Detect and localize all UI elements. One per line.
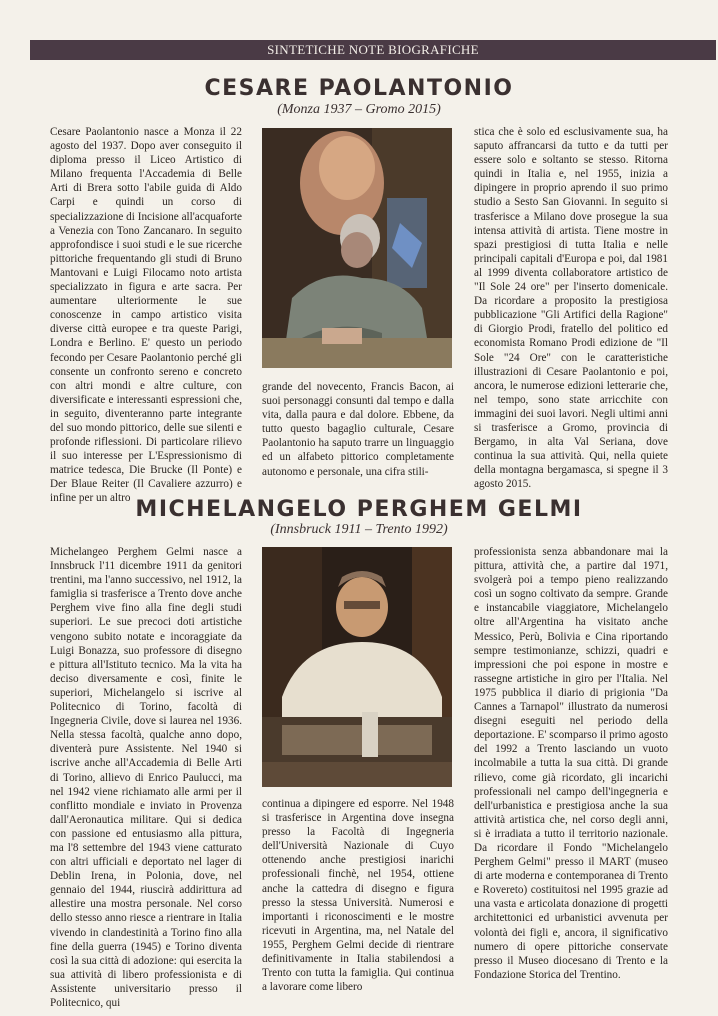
section-banner: SINTETICHE NOTE BIOGRAFICHE (30, 40, 716, 60)
bio-column-1: Cesare Paolantonio nasce a Monza il 22 agosto del 1937. Dopo aver conseguito il diploma presso il Liceo Artistico di Milano frequenta l'Accademia di Belle Arti di Brera sotto l'abile guida di Aldo Carpi e quindi un corso di specializzazione di Incisione all'acquaforte a Venezia con Tono Zancanaro. In seguito approfondisce i suoi studi e le sue ricerche pittoriche frequentando gli studi di Bruno Mantovani e Luigi Filocamo noto artista specializzato in figura e arte sacra. Per aumentare ulteriormente le sue conoscenze in campo artistico visita diverse città europee e tra queste Parigi, Londra e Berlino. E' questo un periodo fecondo per Cesare Paolantonio perché gli consente un confronto sereno e concreto con altri mondi e altre culture, con diversificate e interessanti espressioni che, in seguito, diventeranno parte integrante del suo mondo pittorico, delle sue silenti e profonde riflessioni. Di particolare rilievo il suo interesse per L'Espressionismo di matrice tedesca, Die Brucke (Il Ponte) e Der Blaue Reiter (Il Cavaliere azzurro) e infine per un altro (50, 126, 242, 505)
bio-column-5: continua a dipingere ed esporre. Nel 1948 si trasferisce in Argentina dove insegna presso la Facoltà di Ingegneria dell'Università Nazionale di Cuyo ottenendo anche prestigiosi inarichi professionali finchè, nel 1954, ottiene anche la cattedra di disegno e figura presso la stessa Università. Numerosi e importanti i riconoscimenti e le mostre ricevuti in Argentina, ma, nel Natale del 1955, Perghem Gelmi decide di rientrare definitivamente in Italia stabilendosi a Trento con tutta la famiglia. Qui continua a lavorare come libero (262, 798, 454, 994)
photo-perghem-gelmi (262, 547, 452, 787)
bio-column-6: professionista senza abbandonare mai la pittura, attività che, a partire dal 1971, svolgerà poi a tempo pieno realizzando così un sogno coltivato da sempre. Grande e instancabile viaggiatore, Michelangelo oltre all'Argentina ha visitato anche Messico, Perù, Bolivia e Cina riportando sempre testimonianze, schizzi, quadri e impressioni che poi espone in mostre e rassegne artistiche in giro per l'Italia. Nel 1975 pubblica il diario di prigionia "Da Cannes a Tarnapol" illustrato da numerosi disegni eseguiti nel periodo della deportazione. E' scomparso il primo agosto del 1992 a Trento lasciando un vuoto incolmabile a tutta la sua città. Di grande rilievo, come già ricordato, gli incarichi professionali nel campo dell'ingegneria e dell'urbanistica e prestigiosa anche la sua attività artistica che, nel corso degli anni, si è irradiata a tutto il territorio nazionale. Da ricordare il Fondo "Michelangelo Perghem Gelmi" presso il MART (museo di arte moderna e contemporanea di Trento e Rovereto) costituitosi nel 1995 grazie ad una vasta e articolata donazione di progetti architettonici ed urbanistici avvenuta per volontà dei figli e, ancora, il significativo numero di opere pittoriche conservate presso il Museo diocesano di Trento e la Fondazione Storica del Trentino. (474, 546, 668, 981)
photo-paolantonio (262, 128, 452, 368)
artist-dates-2: (Innsbruck 1911 – Trento 1992) (270, 522, 448, 537)
artist-name-2: MICHELANGELO PERGHEM GELMI (135, 497, 583, 522)
artist-name-1: CESARE PAOLANTONIO (204, 76, 514, 101)
bio-column-4: Michelangeo Perghem Gelmi nasce a Innsbruck l'11 dicembre 1911 da genitori trentini, ma l'anno successivo, nel 1912, la famiglia si trasferisce a Trento dove anche Perghem vive fino alla fine degli studi superiori. Le sue precoci doti artistiche vengono subito notate e incoraggiate da Luigi Bonazza, suo professore di disegno e pittura all'Istituto tecnico. Ma la vita ha deciso diversamente e così, finite le superiori, Michelangelo si iscrive al Politecnico di Torino, facoltà di Ingegneria Civile, dove si laurea nel 1936. Nella stessa facoltà, qualche anno dopo, diventerà pure Assistente. Nel 1940 si iscrive anche all'Accademia di Belle Arti di Torino, allievo di Enrico Paulucci, ma nel 1942 viene richiamato alle armi per il conflitto mondiale e inviato in Provenza dall'Aeronautica militare. Qui si dedica con passione ed entusiasmo alla pittura, ma l'8 settembre del 1943 viene catturato con altri ufficiali e deportato nel lager di Deblin Irena, in Polonia, dove, nel gennaio del 1944, riuscirà addirittura ad allestire una mostra personale. Nel corso dello stesso anno riesce a rientrare in Italia vivendo in clandestinità a Torino fino alla fine della guerra (1945) e Torino diventa così la sua città di adozione: qui esercita la sua attività di libero professionista e di Assistente universitario presso il Politecnico, qui (50, 546, 242, 1009)
bio-column-2: grande del novecento, Francis Bacon, ai suoi personaggi consunti dal tempo e dalla vita, dalla paura e dal dolore. Ebbene, da tutto questo bagaglio culturale, Cesare Paolantonio ha saputo trarre un linguaggio ed un alfabeto pittorico completamente autonomo e personale, una cifra stili- (262, 381, 454, 478)
bio-column-3: stica che è solo ed esclusivamente sua, ha saputo affrancarsi da tutto e da tutti per essere solo e soltanto se stesso. Ritorna quindi in Italia e, nel 1955, inizia a dipingere in proprio aprendo il suo primo studio a Sesto San Giovanni. In seguito si trasferisce a Milano dove prosegue la sua intensa attività di artista. Tiene mostre in spazi prestigiosi di tutta Italia e nelle principali capitali d'Europa e poi, dal 1981 al 1999 diventa collaboratore artistico de "Il Sole 24 ore" per l'inserto domenicale. Da ricordare a proposito la prestigiosa pubblicazione "Gli Artifici della Ragione" di Giorgio Prodi, fratello del politico ed economista Romano Prodi edizione de "Il Sole "24 Ore" con le caratteristiche illustrazioni di Cesare Paolantonio e poi, ancora, le numerose edizioni letterarie che, nel tempo, sono state arricchite con immagini dei suoi lavori. Negli ultimi anni si trasferisce a Gromo, provincia di Bergamo, in alta Val Seriana, dove continua la sua attività. Qui, nella quiete della montagna bergamasca, si spegne il 3 agosto 2015. (474, 126, 668, 491)
artist-dates-1: (Monza 1937 – Gromo 2015) (277, 102, 441, 117)
